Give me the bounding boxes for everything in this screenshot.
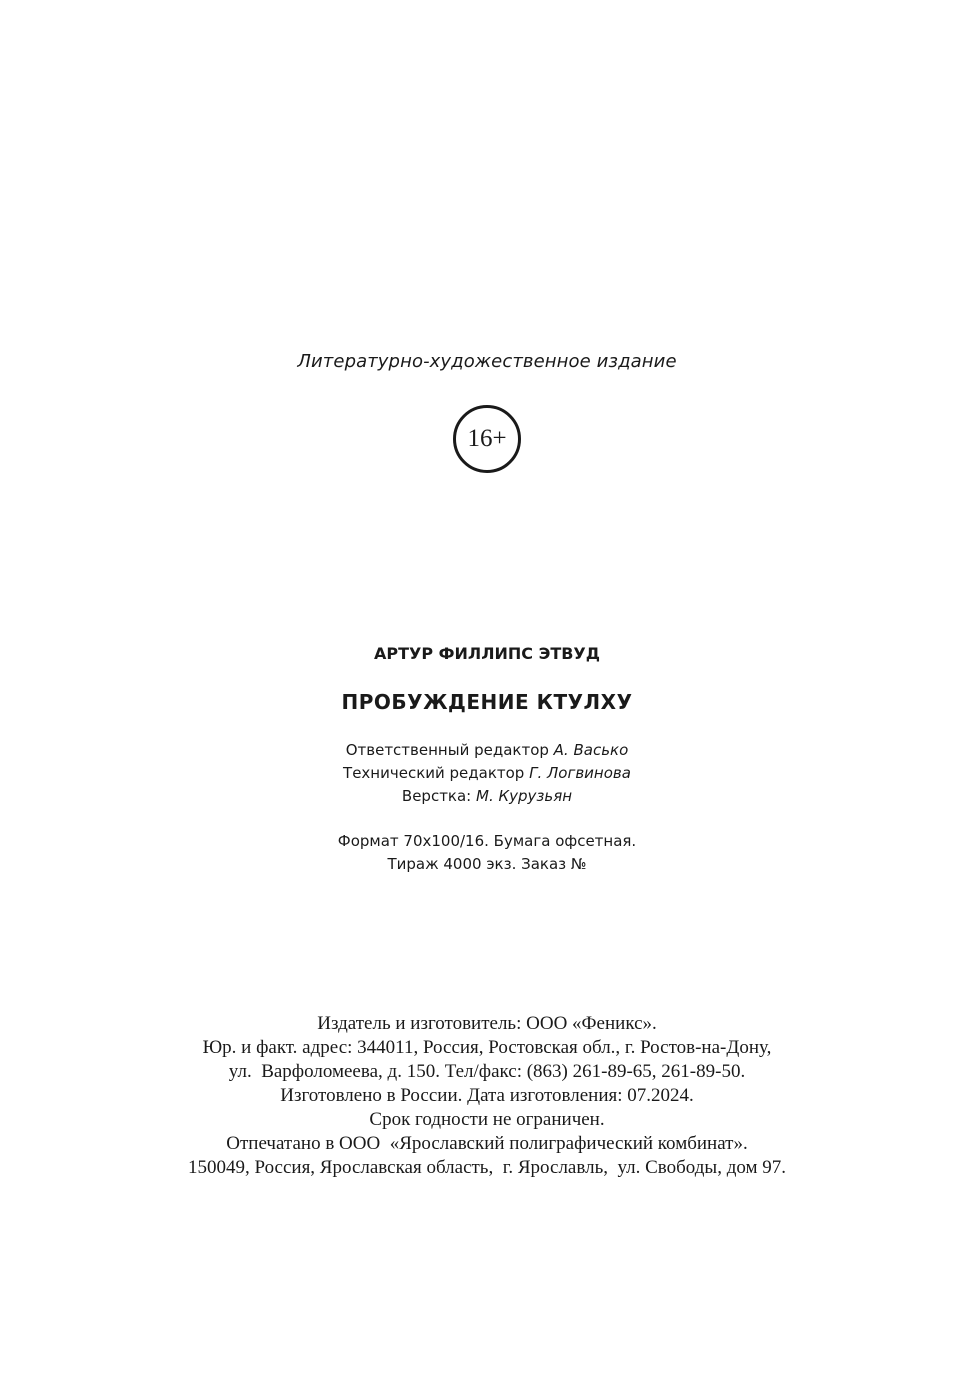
credit-tech-editor (0, 762, 974, 785)
credit-editor (0, 739, 974, 762)
age-rating-badge (453, 405, 521, 473)
credits-block (0, 739, 974, 808)
book-title: ПРОБУЖДЕНИЕ КТУЛХУ (341, 690, 633, 714)
credit-person: М. Курузьян (476, 787, 573, 805)
credit-person: А. Васько (553, 741, 629, 759)
imprint-line: Юр. и факт. адрес: 344011, Россия, Ростовская обл., г. Ростов-на-Дону, (202, 1037, 772, 1058)
credit-person: Г. Логвинова (529, 764, 631, 782)
credit-role: Ответственный редактор (345, 741, 554, 759)
print-run-line: Тираж 4000 экз. Заказ № (387, 855, 587, 873)
imprint-line: Срок годности не ограничен. (369, 1109, 605, 1130)
imprint-line: 150049, Россия, Ярославская область, г. Ярославль, ул. Свободы, дом 97. (187, 1157, 787, 1178)
imprint-block (0, 1012, 974, 1180)
imprint-line: Изготовлено в России. Дата изготовления: 07.2024. (280, 1085, 694, 1106)
format-block (0, 830, 974, 876)
credit-role: Верстка: (401, 787, 477, 805)
genre-label: Литературно-художественное издание (297, 351, 677, 372)
author-name: АРТУР ФИЛЛИПС ЭТВУД (373, 644, 601, 663)
format-line: Формат 70x100/16. Бумага офсетная. (337, 832, 637, 850)
imprint-line: Отпечатано в ООО «Ярославский полиграфический комбинат». (226, 1133, 748, 1154)
credit-role: Технический редактор (343, 764, 530, 782)
age-rating-text: 16+ (467, 425, 507, 452)
imprint-line: ул. Варфоломеева, д. 150. Тел/факс: (863) 261-89-65, 261-89-50. (228, 1061, 746, 1082)
credit-layout (0, 785, 974, 808)
imprint-line: Издатель и изготовитель: ООО «Феникс». (317, 1013, 657, 1034)
